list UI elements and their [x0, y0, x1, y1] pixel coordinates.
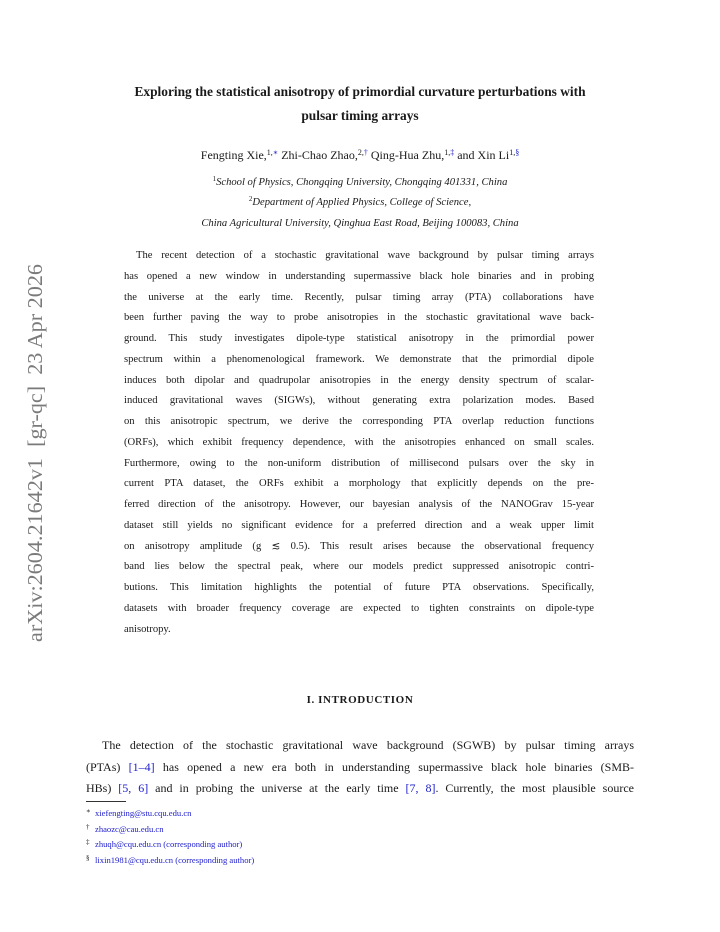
email-link[interactable]: xiefengting@stu.cqu.edu.cn [95, 808, 192, 818]
abstract-line: current PTA dataset, the ORFs exhibit a morphology that explicitly depends on the pre- [124, 478, 594, 490]
citation-link[interactable]: [5, 6] [118, 781, 149, 795]
abstract-line: ferred direction of the anisotropy. However, our bayesian analysis of the NANOGrav 15-year [124, 499, 594, 510]
intro-text: . Currently, the most plausible source [435, 781, 634, 795]
abstract-line: on this anisotropic spectrum, we derive the corresponding PTA overlap reduction functions [124, 416, 594, 427]
abstract-line: butions. This limitation highlights the potential of future PTA observations. Specifically, [124, 582, 594, 593]
abstract-line: ground. This study investigates dipole-type statistical anisotropy in the primordial power [124, 333, 594, 344]
abstract-line: on anisotropy amplitude (g ≲ 0.5). This result arises because the observational frequency [124, 540, 594, 552]
abstract-line: induced gravitational waves (SIGWs), without generating extra polarization modes. Based [124, 395, 594, 407]
affiliation-2-continued [60, 217, 660, 230]
affiliation-text: Department of Applied Physics, College of Science, [252, 197, 472, 208]
intro-text: has opened a new era both in understanding supermassive black hole binaries (SMB- [154, 759, 634, 774]
abstract-line: been further paving the way to probe anisotropies in the stochastic gravitational wave back- [124, 312, 594, 324]
intro-line: The detection of the stochastic gravitational wave background (SGWB) by pulsar timing arrays [102, 738, 634, 752]
intro-line [86, 778, 634, 800]
author-affil-num: 1, [444, 148, 451, 157]
affiliation-number: 1 [212, 175, 217, 183]
citation-link[interactable]: [7, 8] [405, 781, 436, 795]
author-affil-num: 1, [266, 148, 273, 157]
author-name: Qing-Hua Zhu, [370, 148, 445, 162]
abstract-line: the universe at the early time. Recently, pulsar timing array (PTA) collaborations have [124, 291, 594, 303]
footnote: § lixin1981@cqu.edu.cn (corresponding author) [86, 853, 255, 865]
author-footnote-link[interactable]: ∗ [272, 148, 279, 157]
abstract [124, 246, 594, 640]
author-affil-num: 1, [509, 148, 516, 157]
author-footnote-link[interactable]: † [363, 148, 368, 157]
paper-title-line-2: pulsar timing arrays [301, 108, 419, 123]
abstract-line: dataset still yields no significant evidence for a preferred direction and a weak upper limit [124, 519, 594, 531]
abstract-line: has opened a new window in understanding supermassive black hole binaries and in probing [124, 270, 594, 282]
footnote-divider [86, 801, 126, 802]
author-list [60, 148, 660, 163]
footnote: ‡ zhuqh@cqu.edu.cn (corresponding author) [86, 838, 243, 849]
author-footnote-link[interactable]: § [515, 148, 520, 157]
section-heading-introduction: I. INTRODUCTION [306, 694, 414, 706]
intro-text: HBs) [86, 781, 119, 795]
citation-link[interactable]: [1–4] [128, 759, 155, 774]
affiliation-1 [60, 176, 660, 189]
abstract-line: band lies below the spectral peak, where our models predict suppressed anisotropic contri- [124, 561, 594, 573]
affiliation-text: China Agricultural University, Qinghua East Road, Beijing 100083, China [201, 218, 519, 229]
author-conjunction: and [457, 148, 475, 162]
footnote: ∗ xiefengting@stu.cqu.edu.cn [86, 807, 192, 818]
abstract-line: The recent detection of a stochastic gravitational wave background by pulsar timing arrays [136, 250, 594, 261]
abstract-line: (ORFs), which exhibit frequency dependence, with the anisotropies enhanced on small scales. [124, 436, 594, 448]
author-name: Fengting Xie, [200, 148, 267, 162]
affiliation-number: 2 [248, 195, 253, 203]
abstract-line: datasets with broader frequency coverage are expected to tighten constraints on dipole-type [124, 602, 594, 614]
abstract-line: induces both dipolar and quadrupolar anisotropies in the energy density spectrum of scalar- [124, 374, 594, 386]
paper-title-line-1: Exploring the statistical anisotropy of primordial curvature perturbations with [134, 84, 586, 99]
affiliation-text: School of Physics, Chongqing University, Chongqing 401331, China [216, 177, 508, 188]
footnote: † zhaozc@cau.edu.cn [86, 822, 164, 834]
author-name: Zhi-Chao Zhao, [281, 148, 358, 162]
intro-line [86, 757, 634, 779]
intro-text: (PTAs) [86, 759, 129, 774]
abstract-line: anisotropy. [124, 623, 171, 635]
author-affil-num: 2, [357, 148, 364, 157]
email-link[interactable]: zhuqh@cqu.edu.cn (corresponding author) [95, 839, 243, 849]
email-link[interactable]: lixin1981@cqu.edu.cn (corresponding author) [95, 854, 255, 865]
email-link[interactable]: zhaozc@cau.edu.cn [95, 823, 164, 834]
introduction-paragraph [86, 735, 634, 800]
author-name: Xin Li [477, 148, 510, 162]
intro-text: and in probing the universe at the early time [148, 781, 406, 795]
abstract-line: Furthermore, owing to the non-uniform distribution of millisecond pulsars over the sky in [124, 457, 594, 469]
abstract-line: spectrum within a phenomenological framework. We demonstrate that the primordial dipole [124, 353, 594, 365]
footnotes [86, 806, 254, 868]
author-footnote-link[interactable]: ‡ [450, 148, 455, 157]
arxiv-stamp [20, 262, 50, 642]
arxiv-stamp-svg [20, 262, 50, 642]
affiliation-2 [60, 196, 660, 209]
arxiv-stamp-text: arXiv:2604.21642v1 [gr-qc] 23 Apr 2026 [23, 283, 47, 642]
